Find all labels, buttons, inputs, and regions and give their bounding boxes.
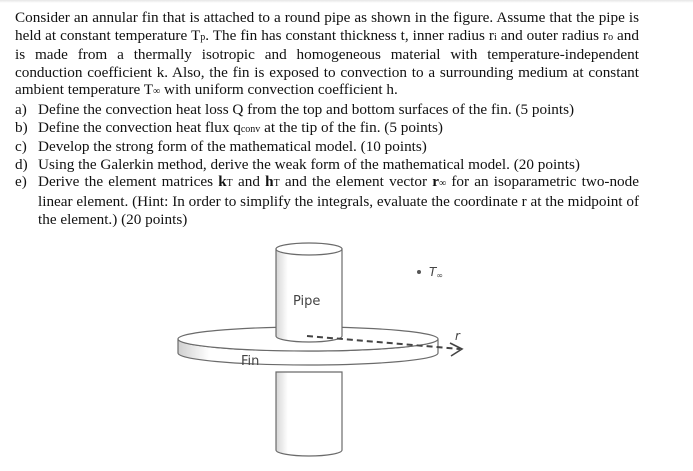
question-label: b)	[15, 118, 28, 136]
problem-statement	[15, 9, 639, 228]
question-text: Derive the element matrices kT and hT and the element vector r∞ for an isoparametric two-node linear element. (Hint: In order to simplify the integrals, evaluate the coordinate r at the midpoint of the element.) (20 points)	[38, 173, 639, 228]
fin-label: Fin	[241, 354, 260, 369]
question-d	[15, 156, 639, 174]
question-list	[15, 101, 639, 228]
question-text: Using the Galerkin method, derive the weak form of the mathematical model. (20 points)	[38, 155, 580, 173]
question-label: e)	[15, 173, 27, 191]
question-e	[15, 173, 639, 228]
question-b	[15, 119, 639, 139]
question-label: d)	[15, 155, 28, 173]
pipe-label: Pipe	[293, 294, 321, 309]
axis-r-label: r	[455, 329, 460, 343]
ambient-point-icon	[417, 270, 421, 274]
fin-diagram	[160, 232, 500, 466]
annular-fin-figure	[160, 232, 500, 466]
question-label: c)	[15, 138, 27, 156]
question-label: a)	[15, 100, 27, 118]
question-c	[15, 138, 639, 156]
ambient-temp-label: T∞	[429, 265, 444, 280]
question-text: Develop the strong form of the mathematical model. (10 points)	[38, 138, 427, 156]
pipe-upper	[276, 243, 342, 342]
top-edge-shadow	[0, 0, 693, 3]
pipe-lower	[276, 372, 342, 456]
question-a	[15, 101, 639, 119]
question-text: Define the convection heat flux qconv at the tip of the fin. (5 points)	[38, 118, 443, 136]
intro-paragraph: Consider an annular fin that is attached to a round pipe as shown in the figure. Assume that the pipe is held at constant temperature Tp. The fin has constant thickness t, inner radius ri and outer radius ro and is made from a thermally isotropic and homogeneous material with temperature-independent conduction coefficient k. Also, the fin is exposed to convection to a surrounding medium at constant ambient temperature T∞ with uniform convection coefficient h.	[15, 9, 639, 99]
question-text: Define the convection heat loss Q from the top and bottom surfaces of the fin. (5 points)	[38, 100, 575, 118]
